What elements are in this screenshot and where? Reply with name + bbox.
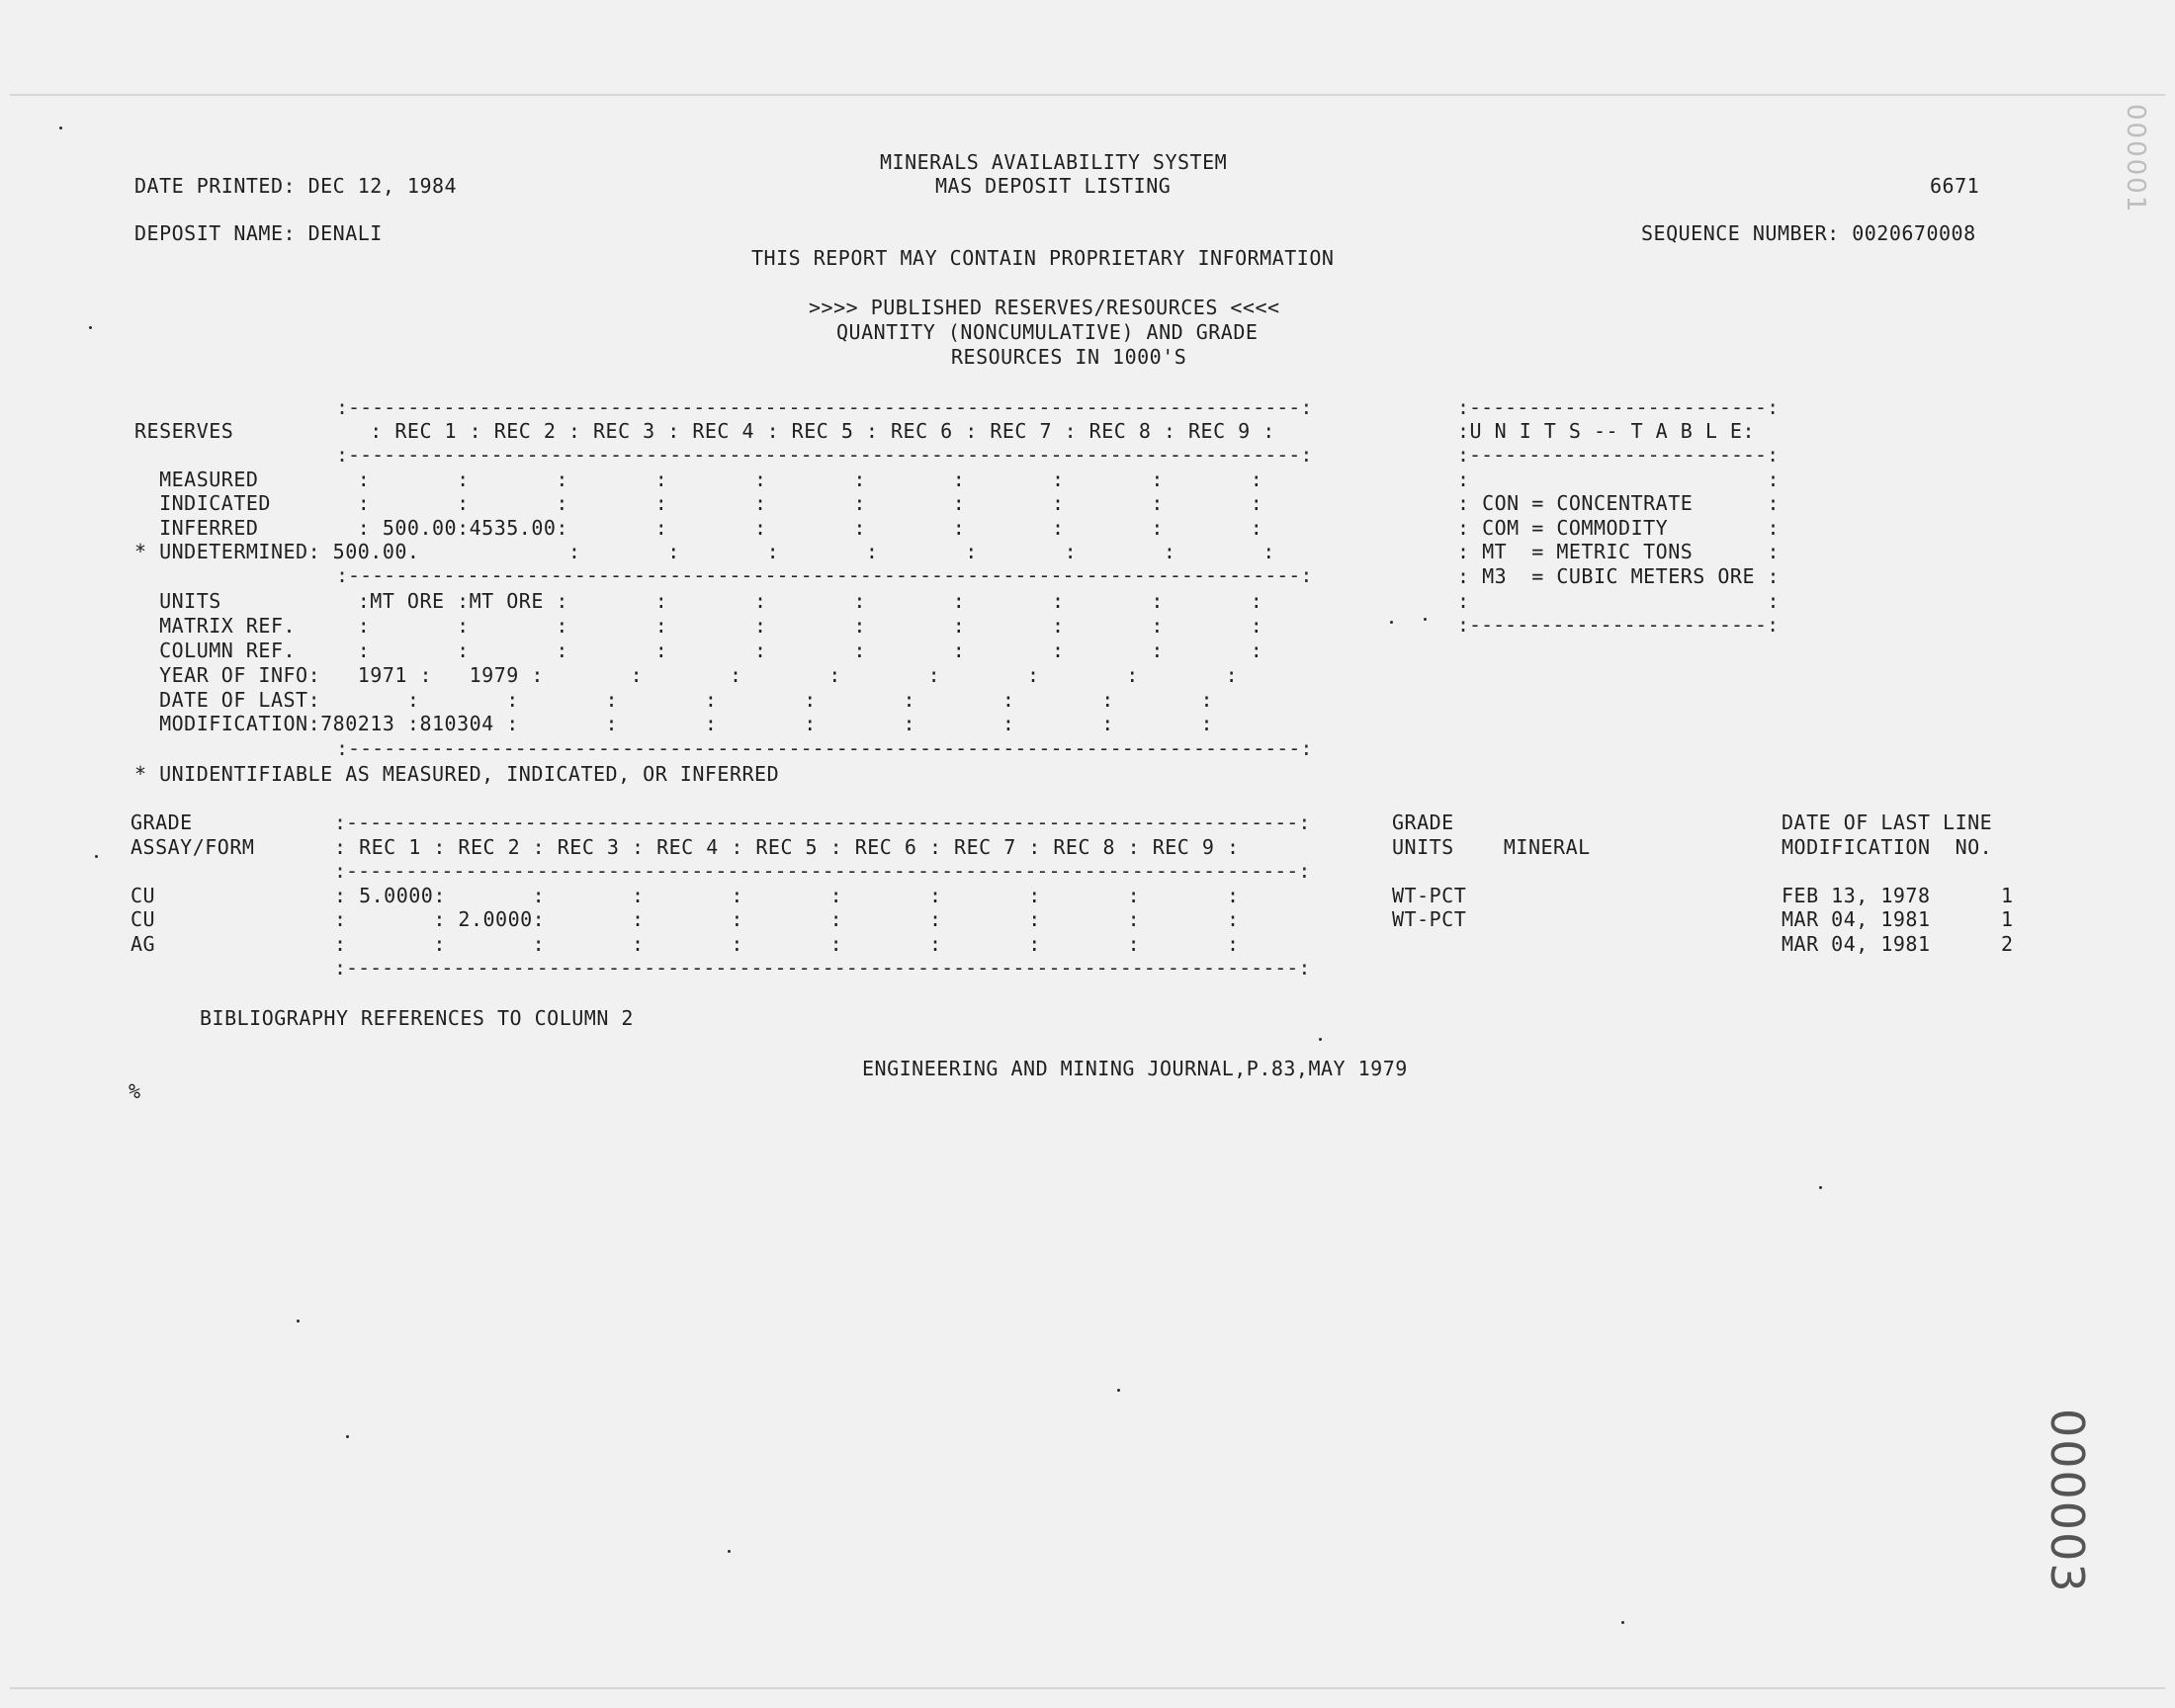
reserve-row-measured: MEASURED : : : : : : : : : :	[134, 468, 1263, 491]
grade-units-heading: GRADE	[1392, 811, 1454, 834]
grade-row-units: WT-PCT	[1392, 907, 1467, 931]
grade-row-mineral: AG	[130, 932, 156, 956]
reserve-row-inferred: INFERRED : 500.00:4535.00: : : : : : : :	[134, 516, 1263, 540]
modification-no-heading: MODIFICATION NO.	[1782, 835, 1993, 859]
scan-speck	[95, 855, 98, 858]
meta-row-column-ref: COLUMN REF. : : : : : : : : : :	[134, 639, 1263, 662]
sequence-number: SEQUENCE NUMBER: 0020670008	[1641, 221, 1976, 245]
reserves-footnote: * UNIDENTIFIABLE AS MEASURED, INDICATED, OR INFERRED	[134, 762, 780, 786]
scan-speck	[89, 326, 92, 329]
proprietary-notice: THIS REPORT MAY CONTAIN PROPRIETARY INFORMATION	[751, 246, 1335, 270]
units-table-top-border: :-------------------------:	[1457, 395, 1780, 419]
scan-speck	[59, 127, 62, 129]
units-table-row: : :	[1457, 589, 1781, 613]
page-number-stamp: 000003	[2041, 1409, 2094, 1594]
bibliography-reference: ENGINEERING AND MINING JOURNAL,P.83,MAY 1979	[862, 1057, 1408, 1080]
scan-speck	[1319, 1038, 1322, 1041]
scan-speck	[1819, 1186, 1822, 1189]
scan-speck	[1117, 1389, 1120, 1392]
units-table-row: : :	[1457, 468, 1781, 491]
grade-row-line-no: 1	[2001, 907, 2014, 931]
units-table-row: : COM = COMMODITY :	[1457, 516, 1781, 540]
meta-row-modification: MODIFICATION:780213 :810304 : : : : : : : :	[134, 712, 1214, 735]
reserves-bottom-border: :--------------------------------------------------------------------------------:	[336, 736, 1313, 760]
grade-row-mineral: CU	[130, 884, 156, 907]
scan-speck	[1621, 1621, 1624, 1624]
grade-row-mineral: CU	[130, 907, 156, 931]
meta-row-date-of-last: DATE OF LAST: : : : : : : : : :	[134, 688, 1214, 712]
grade-units-mineral-heading: UNITS MINERAL	[1392, 835, 1591, 859]
meta-row-units: UNITS :MT ORE :MT ORE : : : : : : : :	[134, 589, 1263, 613]
bleed-through-stamp: 000001	[2121, 104, 2150, 214]
grade-heading: GRADE	[130, 811, 193, 834]
scan-speck	[1390, 621, 1393, 624]
reserves-mid-separator: :--------------------------------------------------------------------------------:	[336, 563, 1313, 587]
grade-row-line-no: 2	[2001, 932, 2014, 956]
meta-row-year-of-info: YEAR OF INFO: 1971 : 1979 : : : : : : : :	[134, 663, 1239, 687]
grade-row-line-no: 1	[2001, 884, 2014, 907]
grade-row-date: MAR 04, 1981	[1782, 932, 1931, 956]
reserve-row-undetermined: * UNDETERMINED: 500.00. : : : : : : : :	[134, 540, 1275, 563]
section-units: RESOURCES IN 1000'S	[951, 345, 1187, 369]
grade-row-cells: : : : : : : : : : :	[334, 932, 1240, 956]
reserve-row-indicated: INDICATED : : : : : : : : : :	[134, 491, 1263, 515]
deposit-name: DEPOSIT NAME: DENALI	[134, 221, 383, 245]
scan-speck	[346, 1435, 349, 1438]
reserves-top-border: :--------------------------------------------------------------------------------:	[336, 395, 1313, 419]
reserves-header-separator: :--------------------------------------------------------------------------------:	[336, 443, 1313, 467]
grade-row-cells: : 5.0000: : : : : : : : :	[334, 884, 1240, 907]
bibliography-label: BIBLIOGRAPHY REFERENCES TO COLUMN 2	[200, 1006, 634, 1030]
units-table-header-separator: :-------------------------:	[1457, 443, 1780, 467]
units-table-row: : CON = CONCENTRATE :	[1457, 491, 1781, 515]
scan-speck	[728, 1550, 731, 1553]
meta-row-matrix-ref: MATRIX REF. : : : : : : : : : :	[134, 614, 1263, 638]
date-of-last-line-heading: DATE OF LAST LINE	[1782, 811, 1993, 834]
grade-row-date: FEB 13, 1978	[1782, 884, 1931, 907]
units-table-row: : M3 = CUBIC METERS ORE :	[1457, 564, 1781, 588]
grade-row-units: WT-PCT	[1392, 884, 1467, 907]
scan-speck	[297, 1320, 300, 1323]
units-table-title: :U N I T S -- T A B L E:	[1457, 419, 1755, 443]
grade-row-date: MAR 04, 1981	[1782, 907, 1931, 931]
section-title: >>>> PUBLISHED RESERVES/RESOURCES <<<<	[809, 296, 1280, 319]
section-subtitle: QUANTITY (NONCUMULATIVE) AND GRADE	[836, 320, 1259, 344]
grade-bottom-border: :--------------------------------------------------------------------------------:	[334, 956, 1311, 980]
units-table-row: : MT = METRIC TONS :	[1457, 540, 1781, 563]
units-table-bottom-border: :-------------------------:	[1457, 613, 1780, 637]
listing-title: MAS DEPOSIT LISTING	[935, 174, 1172, 198]
scan-speck	[1424, 618, 1427, 621]
assay-form-heading: ASSAY/FORM	[130, 835, 255, 859]
grade-rec-header: : REC 1 : REC 2 : REC 3 : REC 4 : REC 5 : REC 6 : REC 7 : REC 8 : REC 9 :	[334, 835, 1240, 859]
date-printed: DATE PRINTED: DEC 12, 1984	[134, 174, 458, 198]
system-title: MINERALS AVAILABILITY SYSTEM	[880, 150, 1228, 174]
page-code: 6671	[1930, 174, 1980, 198]
grade-top-border: :--------------------------------------------------------------------------------:	[334, 811, 1311, 834]
reserves-heading-row: RESERVES : REC 1 : REC 2 : REC 3 : REC 4 : REC 5 : REC 6 : REC 7 : REC 8 : REC 9 :	[134, 419, 1275, 443]
grade-row-cells: : : 2.0000: : : : : : : :	[334, 907, 1240, 931]
grade-header-separator: :--------------------------------------------------------------------------------:	[334, 859, 1311, 883]
end-mark: %	[129, 1079, 141, 1103]
